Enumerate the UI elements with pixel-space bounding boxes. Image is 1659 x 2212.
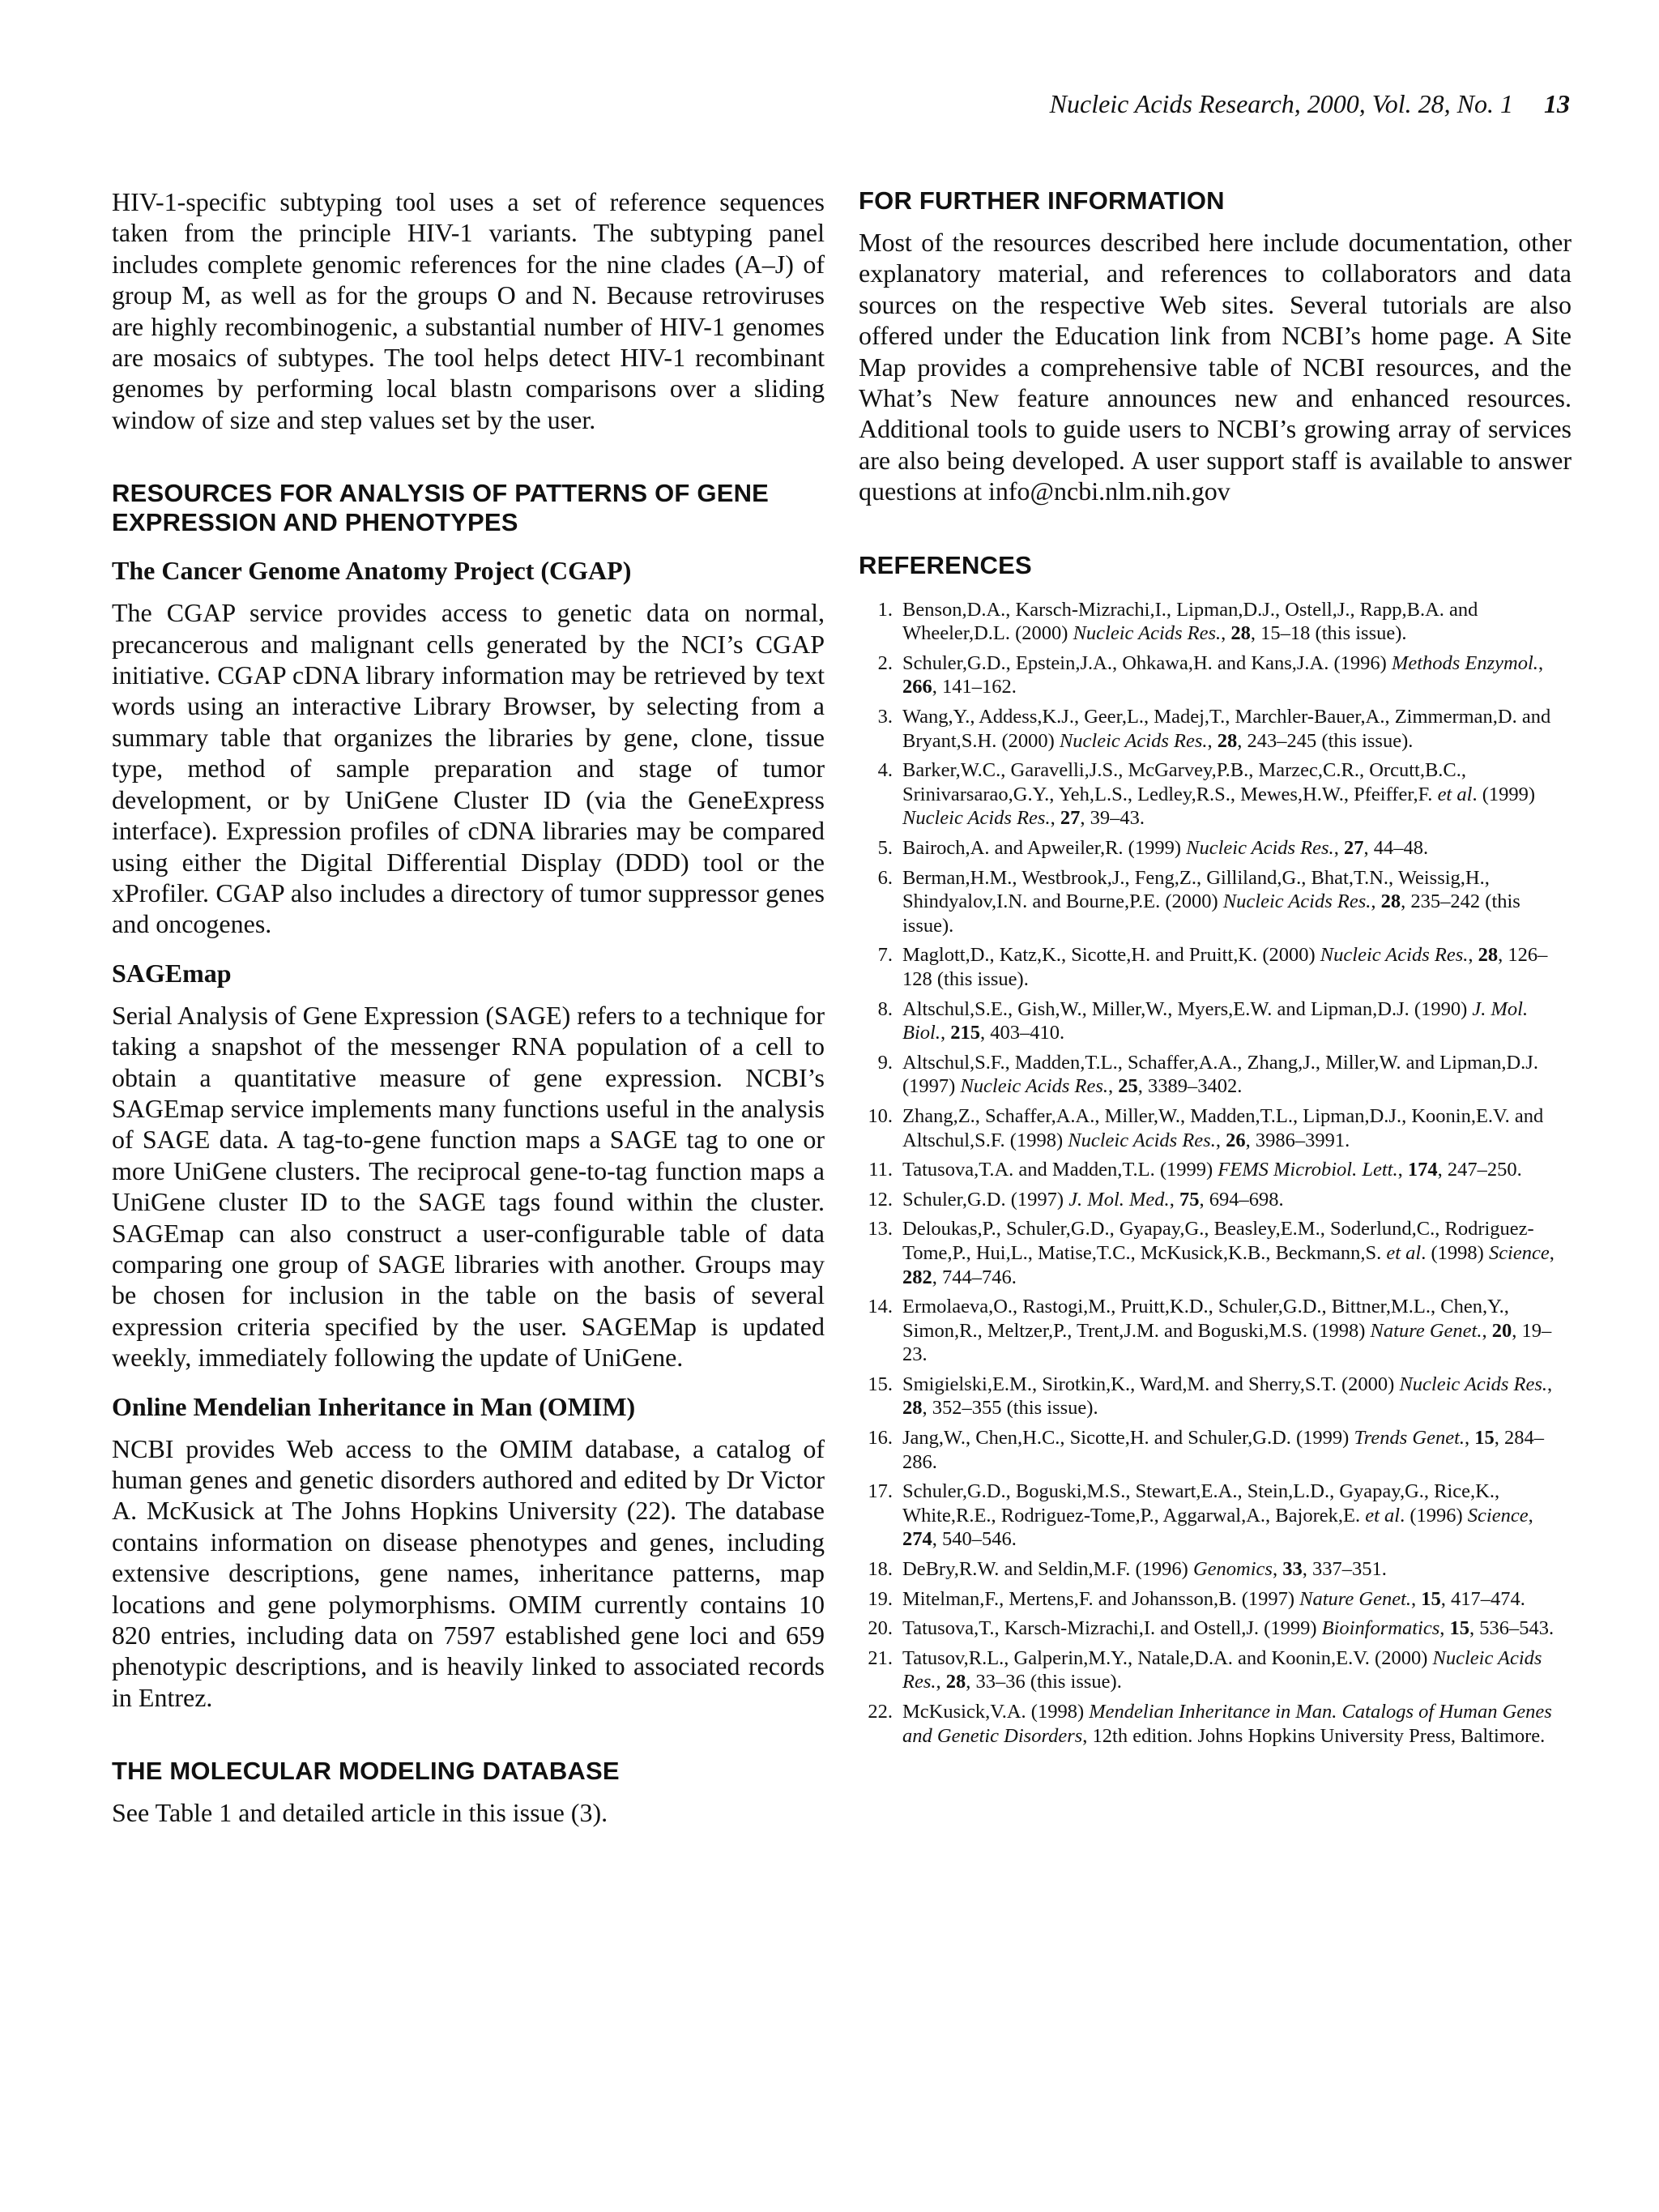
- reference-text: J. Mol. Med.: [1068, 1188, 1170, 1211]
- reference-text: Nucleic Acids Res.: [1059, 729, 1208, 752]
- reference-text: , 337–351.: [1302, 1558, 1387, 1581]
- reference-text: Tatusova,T., Karsch-Mizrachi,I. and Ostell,J. (1999): [902, 1617, 1322, 1640]
- reference-text: Nucleic Acids Res.: [1222, 890, 1371, 913]
- reference-item: [859, 1295, 1572, 1367]
- reference-text: Nucleic Acids Res.: [960, 1075, 1109, 1098]
- reference-text: ,: [1207, 729, 1218, 752]
- reference-text: ,: [1547, 1373, 1553, 1395]
- reference-item: [859, 598, 1572, 646]
- subheading-omim: Online Mendelian Inheritance in Man (OMIM): [112, 1391, 636, 1421]
- reference-text: FEMS Microbiol. Lett.: [1218, 1159, 1398, 1181]
- reference-list: [859, 598, 1572, 1749]
- reference-text: Nature Genet.: [1370, 1319, 1482, 1342]
- reference-item: [859, 651, 1572, 699]
- reference-item: [859, 866, 1572, 938]
- reference-item: [859, 1051, 1572, 1099]
- section-heading-references: REFERENCES: [859, 550, 1032, 579]
- reference-text: ,: [1549, 1241, 1555, 1264]
- reference-text: Altschul,S.E., Gish,W., Miller,W., Myers,E.W. and Lipman,D.J. (1990): [902, 997, 1473, 1020]
- reference-text: 20: [1491, 1319, 1512, 1342]
- reference-item: [859, 1616, 1572, 1641]
- reference-text: 27: [1343, 837, 1364, 859]
- reference-item: [859, 1217, 1572, 1289]
- reference-item: [859, 705, 1572, 753]
- left-column: [112, 186, 825, 1829]
- reference-text: , 417–474.: [1440, 1587, 1525, 1610]
- reference-text: , 744–746.: [932, 1266, 1017, 1288]
- omim-paragraph: NCBI provides Web access to the OMIM database, a catalog of human genes and genetic disorders authored and edited by Dr Victor A. McKusick at The Johns Hopkins University (22). The database contains information on disease phenotypes and genes, including extensive descriptions, gene names, inheritance patterns, map locations and gene polymorphisms. OMIM currently contains 10 820 entries, including data on 7597 established gene loci and 659 phenotypic descriptions, and is heavily linked to associated records in Entrez.: [112, 1433, 825, 1712]
- reference-text: , 247–250.: [1437, 1159, 1522, 1181]
- reference-text: Jang,W., Chen,H.C., Sicotte,H. and Schuler,G.D. (1999): [902, 1427, 1354, 1450]
- reference-item: [859, 1158, 1572, 1182]
- reference-text: Ermolaeva,O., Rastogi,M., Pruitt,K.D., Schuler,G.D., Bittner,M.L., Chen,Y., Simon,R., Meltzer,P., Trent,J.M. and Boguski,M.S. (1998): [902, 1296, 1509, 1342]
- reference-item: [859, 836, 1572, 860]
- reference-item: [859, 1373, 1572, 1420]
- section-heading-further-info: FOR FURTHER INFORMATION: [859, 186, 1225, 215]
- reference-number: 5.: [877, 837, 893, 859]
- reference-text: Genomics: [1192, 1558, 1273, 1581]
- reference-number: 4.: [877, 759, 893, 782]
- reference-text: . (1996): [1400, 1504, 1468, 1527]
- reference-text: 75: [1179, 1188, 1200, 1211]
- reference-text: , 141–162.: [932, 676, 1017, 698]
- reference-text: 15: [1449, 1617, 1470, 1640]
- reference-number: 20.: [868, 1617, 893, 1640]
- reference-text: McKusick,V.A. (1998): [902, 1701, 1090, 1723]
- reference-text: ,: [1108, 1075, 1119, 1098]
- reference-number: 6.: [877, 866, 893, 889]
- reference-text: ,: [1439, 1617, 1450, 1640]
- reference-item: [859, 1480, 1572, 1552]
- reference-text: , 352–355 (this issue).: [922, 1397, 1098, 1420]
- reference-number: 12.: [868, 1188, 893, 1211]
- sagemap-paragraph: Serial Analysis of Gene Expression (SAGE) refers to a technique for taking a snapshot of the messenger RNA population of a cell to obtain a quantitative measure of gene expression. NCBI’s SAGEmap service implements many functions useful in the analysis of SAGE data. A tag-to-gene function maps a SAGE tag to one or more UniGene clusters. The reciprocal gene-to-tag function maps a UniGene cluster ID to the SAGE tags found within the cluster. SAGEmap can also construct a user-configurable table of data comparing one group of SAGE libraries with another. Groups may be chosen for inclusion in the table on the basis of several expression criteria specified by the user. SAGEMap is updated weekly, immediately following the update of UniGene.: [112, 1000, 825, 1373]
- reference-text: ,: [1482, 1319, 1492, 1342]
- cgap-paragraph: The CGAP service provides access to genetic data on normal, precancerous and malignant cells generated by the NCI’s CGAP initiative. CGAP cDNA library information may be retrieved by text words using an interactive Library Browser, by selecting from a summary table that organizes the libraries by gene, clone, tissue type, method of sample preparation and stage of tumor development, or by UniGene Cluster ID (via the GeneExpress interface). Expression profiles of cDNA libraries may be compared using either the Digital Differential Display (DDD) tool or the xProfiler. CGAP also includes a directory of tumor suppressor genes and oncogenes.: [112, 598, 825, 939]
- reference-text: , 235–242 (this issue).: [902, 890, 1520, 937]
- reference-text: Berman,H.M., Westbrook,J., Feng,Z., Gilliland,G., Bhat,T.N., Weissig,H., Shindyalov,I.N. and Bourne,P.E. (2000): [902, 866, 1490, 913]
- reference-text: ,: [1528, 1504, 1533, 1527]
- reference-text: Nucleic Acids Res.: [1399, 1373, 1548, 1395]
- reference-text: 28: [1230, 622, 1251, 645]
- reference-text: Mendelian Inheritance in Man. Catalogs of Human Genes and Genetic Disorders: [902, 1701, 1552, 1747]
- reference-number: 18.: [868, 1558, 893, 1581]
- reference-number: 22.: [868, 1701, 893, 1723]
- reference-text: 28: [902, 1397, 923, 1420]
- reference-text: , 33–36 (this issue).: [966, 1671, 1122, 1693]
- reference-text: , 540–546.: [932, 1528, 1017, 1551]
- reference-number: 3.: [877, 706, 893, 728]
- reference-text: , 126–128 (this issue).: [902, 944, 1548, 990]
- reference-text: 27: [1060, 807, 1081, 830]
- reference-text: DeBry,R.W. and Seldin,M.F. (1996): [902, 1558, 1193, 1581]
- reference-text: , 403–410.: [979, 1022, 1065, 1044]
- reference-text: ,: [1465, 1427, 1475, 1450]
- reference-text: 174: [1407, 1159, 1438, 1181]
- reference-number: 9.: [877, 1051, 893, 1074]
- reference-text: Schuler,G.D. (1997): [902, 1188, 1069, 1211]
- reference-text: ,: [1333, 837, 1344, 859]
- reference-text: Methods Enzymol.: [1391, 651, 1538, 674]
- reference-text: ,: [1169, 1188, 1179, 1211]
- reference-number: 15.: [868, 1373, 893, 1395]
- reference-text: Nature Genet.: [1299, 1587, 1412, 1610]
- reference-text: Smigielski,E.M., Sirotkin,K., Ward,M. and Sherry,S.T. (2000): [902, 1373, 1400, 1395]
- reference-text: , 3986–3991.: [1245, 1129, 1350, 1151]
- reference-text: Science: [1467, 1504, 1529, 1527]
- reference-number: 14.: [868, 1296, 893, 1318]
- reference-number: 7.: [877, 944, 893, 967]
- reference-text: 26: [1226, 1129, 1246, 1151]
- reference-text: . (1998): [1421, 1241, 1489, 1264]
- reference-number: 21.: [868, 1646, 893, 1669]
- reference-text: 266: [902, 676, 932, 698]
- reference-text: ,: [1221, 622, 1231, 645]
- intro-paragraph: HIV-1-specific subtyping tool uses a set of reference sequences taken from the principle HIV-1 variants. The subtyping panel includes complete genomic references for the nine clades (A–J) of group M, as well as for the groups O and N. Because retroviruses are highly recombinogenic, a substantial number of HIV-1 genomes are mosaics of subtypes. The tool helps detect HIV-1 recombinant genomes by performing local blastn comparisons over a sliding window of size and step values set by the user.: [112, 187, 825, 434]
- subheading-cgap: The Cancer Genome Anatomy Project (CGAP): [112, 556, 632, 586]
- subheading-sagemap: SAGEmap: [112, 958, 232, 988]
- reference-item: [859, 1426, 1572, 1474]
- reference-text: , 39–43.: [1080, 807, 1145, 830]
- reference-item: [859, 1188, 1572, 1212]
- reference-text: , 12th edition. Johns Hopkins University Press, Baltimore.: [1082, 1724, 1546, 1747]
- reference-text: ,: [1397, 1159, 1408, 1181]
- reference-text: , 694–698.: [1199, 1188, 1284, 1211]
- reference-item: [859, 1700, 1572, 1748]
- reference-text: ,: [1272, 1558, 1283, 1581]
- reference-text: et al: [1437, 783, 1473, 805]
- reference-text: , 536–543.: [1469, 1617, 1555, 1640]
- reference-text: 215: [950, 1022, 980, 1044]
- reference-text: Deloukas,P., Schuler,G.D., Gyapay,G., Beasley,E.M., Soderlund,C., Rodriguez-Tome,P., Hui,L., Matise,T.C., McKusick,K.B., Beckmann,S.: [902, 1218, 1534, 1264]
- reference-item: [859, 1557, 1572, 1582]
- reference-number: 11.: [868, 1159, 893, 1181]
- reference-text: ,: [940, 1022, 951, 1044]
- reference-text: ,: [1468, 944, 1478, 967]
- reference-text: Altschul,S.F., Madden,T.L., Schaffer,A.A., Zhang,J., Miller,W. and Lipman,D.J. (1997): [902, 1051, 1538, 1098]
- reference-text: Nucleic Acids Res.: [902, 807, 1051, 830]
- reference-text: J. Mol. Biol.: [902, 997, 1529, 1044]
- reference-text: , 15–18 (this issue).: [1250, 622, 1407, 645]
- reference-text: Schuler,G.D., Epstein,J.A., Ohkawa,H. and Kans,J.A. (1996): [902, 651, 1392, 674]
- reference-text: Nucleic Acids Res.: [902, 1646, 1542, 1693]
- reference-text: Maglott,D., Katz,K., Sicotte,H. and Pruitt,K. (2000): [902, 944, 1320, 967]
- reference-text: Zhang,Z., Schaffer,A.A., Miller,W., Madden,T.L., Lipman,D.J., Koonin,E.V. and Altschul,S.F. (1998): [902, 1104, 1544, 1151]
- reference-text: 33: [1282, 1558, 1303, 1581]
- reference-text: 274: [902, 1528, 932, 1551]
- reference-text: Benson,D.A., Karsch-Mizrachi,I., Lipman,D.J., Ostell,J., Rapp,B.A. and Wheeler,D.L. (2000): [902, 598, 1478, 645]
- running-head: [891, 88, 1570, 120]
- reference-item: [859, 758, 1572, 831]
- reference-text: ,: [1537, 651, 1544, 674]
- reference-text: , 243–245 (this issue).: [1237, 729, 1414, 752]
- reference-text: 15: [1421, 1587, 1441, 1610]
- reference-text: Trends Genet.: [1354, 1427, 1465, 1450]
- reference-text: Nucleic Acids Res.: [1320, 944, 1469, 967]
- reference-text: ,: [1050, 807, 1060, 830]
- reference-text: Nucleic Acids Res.: [1068, 1129, 1216, 1151]
- section-heading-resources: RESOURCES FOR ANALYSIS OF PATTERNS OF GENE EXPRESSION AND PHENOTYPES: [112, 479, 770, 537]
- reference-text: Nucleic Acids Res.: [1073, 622, 1222, 645]
- reference-number: 2.: [877, 651, 893, 674]
- reference-text: 28: [945, 1671, 966, 1693]
- reference-text: 282: [902, 1266, 932, 1288]
- reference-text: Wang,Y., Addess,K.J., Geer,L., Madej,T., Marchler-Bauer,A., Zimmerman,D. and Bryant,S.H. (2000): [902, 706, 1551, 752]
- reference-text: 15: [1474, 1427, 1495, 1450]
- reference-text: 25: [1118, 1075, 1138, 1098]
- reference-text: , 3389–3402.: [1137, 1075, 1243, 1098]
- further-info-paragraph: Most of the resources described here include documentation, other explanatory material, and references to collaborators and data sources on the respective Web sites. Several tutorials are also offered under the Education link from NCBI’s home page. A Site Map provides a comprehensive table of NCBI resources, and the What’s New feature announces new and enhanced resources. Additional tools to guide users to NCBI’s growing array of services are also being developed. A user support staff is available to answer questions at info@ncbi.nlm.nih.gov: [859, 228, 1572, 506]
- reference-text: ,: [1371, 890, 1381, 913]
- reference-text: 28: [1478, 944, 1499, 967]
- reference-number: 8.: [877, 997, 893, 1020]
- reference-text: , 19–23.: [902, 1319, 1552, 1366]
- page-number: 13: [1544, 89, 1570, 118]
- reference-text: Science: [1488, 1241, 1550, 1264]
- reference-item: [859, 1587, 1572, 1612]
- reference-text: Bioinformatics: [1321, 1617, 1440, 1640]
- reference-item: [859, 997, 1572, 1045]
- reference-text: 28: [1380, 890, 1401, 913]
- reference-number: 17.: [868, 1480, 893, 1503]
- reference-number: 1.: [877, 598, 893, 621]
- reference-number: 13.: [868, 1218, 893, 1241]
- reference-text: et al: [1386, 1241, 1422, 1264]
- journal-citation: Nucleic Acids Research, 2000, Vol. 28, No. 1: [1049, 89, 1513, 118]
- reference-item: [859, 1104, 1572, 1152]
- reference-text: Nucleic Acids Res.: [1186, 837, 1334, 859]
- reference-text: ,: [1411, 1587, 1422, 1610]
- reference-text: Bairoch,A. and Apweiler,R. (1999): [902, 837, 1187, 859]
- reference-number: 16.: [868, 1427, 893, 1450]
- reference-item: [859, 943, 1572, 991]
- mmdb-paragraph: See Table 1 and detailed article in this issue (3).: [112, 1798, 608, 1828]
- reference-text: ,: [936, 1671, 946, 1693]
- reference-text: Mitelman,F., Mertens,F. and Johansson,B. (1997): [902, 1587, 1300, 1610]
- reference-item: [859, 1646, 1572, 1694]
- reference-text: et al: [1365, 1504, 1401, 1527]
- section-heading-mmdb: THE MOLECULAR MODELING DATABASE: [112, 1757, 620, 1786]
- reference-text: Tatusov,R.L., Galperin,M.Y., Natale,D.A. and Koonin,E.V. (2000): [902, 1646, 1433, 1669]
- reference-text: , 284–286.: [902, 1427, 1545, 1473]
- reference-text: , 44–48.: [1363, 837, 1429, 859]
- reference-text: 28: [1217, 729, 1238, 752]
- reference-text: Barker,W.C., Garavelli,J.S., McGarvey,P.B., Marzec,C.R., Orcutt,B.C., Srinivarsarao,G.Y., Yeh,L.S., Ledley,R.S., Mewes,H.W., Pfeiffer,F.: [902, 759, 1467, 805]
- reference-text: Tatusova,T.A. and Madden,T.L. (1999): [902, 1159, 1218, 1181]
- right-column: [859, 186, 1572, 1753]
- reference-number: 19.: [868, 1587, 893, 1610]
- reference-text: Schuler,G.D., Boguski,M.S., Stewart,E.A., Stein,L.D., Gyapay,G., Rice,K., White,R.E., Rodriguez-Tome,P., Aggarwal,A., Bajorek,E.: [902, 1480, 1500, 1527]
- reference-text: ,: [1215, 1129, 1226, 1151]
- reference-text: . (1999): [1472, 783, 1536, 805]
- reference-number: 10.: [868, 1104, 893, 1127]
